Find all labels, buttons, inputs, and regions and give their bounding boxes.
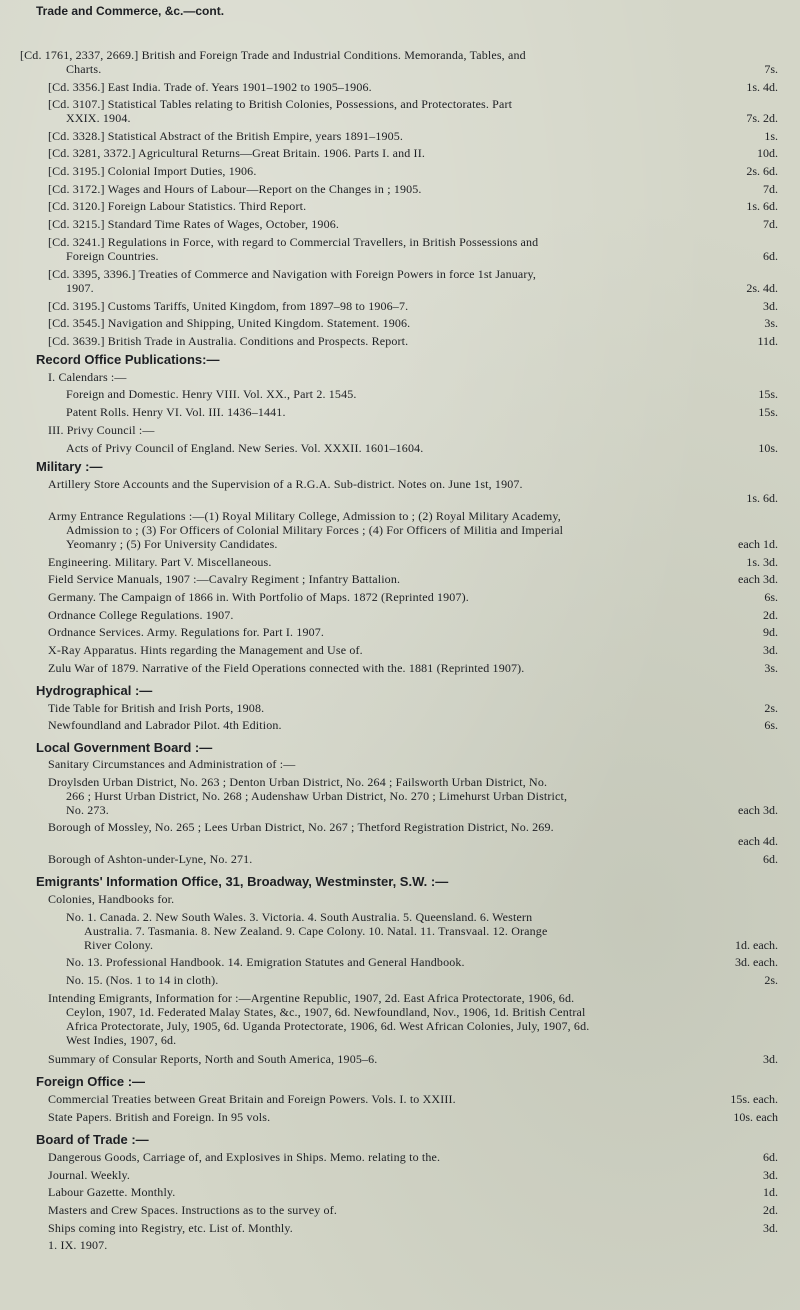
price: 1s. 6d. (746, 491, 778, 505)
catalogue-entry: Ships coming into Registry, etc. List of. Monthly. (48, 1221, 293, 1235)
price: each 4d. (738, 834, 778, 848)
price: 11d. (757, 334, 778, 348)
section-heading: Hydrographical :— (36, 683, 153, 698)
catalogue-entry: [Cd. 3215.] Standard Time Rates of Wages, October, 1906. (48, 217, 340, 231)
price: each 3d. (738, 572, 778, 586)
catalogue-entry: Newfoundland and Labrador Pilot. 4th Edition. (48, 718, 282, 732)
catalogue-entry: Acts of Privy Council of England. New Series. Vol. XXXII. 1601–1604. (66, 441, 424, 455)
catalogue-entry: [Cd. 3328.] Statistical Abstract of the British Empire, years 1891–1905. (48, 129, 404, 143)
price: 1d. each. (735, 938, 778, 952)
catalogue-entry: Summary of Consular Reports, North and South America, 1905–6. (48, 1052, 378, 1066)
catalogue-entry: [Cd. 3281, 3372.] Agricultural Returns—Great Britain. 1906. Parts I. and II. (48, 146, 426, 160)
price: 3s. (764, 316, 778, 330)
catalogue-entry: Ceylon, 1907, 1d. Federated Malay States, &c., 1907, 6d. Newfoundland, Nov., 1906, 1d. British Central (66, 1005, 586, 1019)
catalogue-entry: Tide Table for British and Irish Ports, 1908. (48, 701, 265, 715)
catalogue-entry: Labour Gazette. Monthly. (48, 1185, 176, 1199)
catalogue-entry: X-Ray Apparatus. Hints regarding the Management and Use of. (48, 643, 363, 657)
price: 1s. 6d. (746, 199, 778, 213)
section-heading: Military :— (36, 459, 103, 474)
price: 3d. (763, 643, 778, 657)
price: 10s. (758, 441, 778, 455)
catalogue-entry: [Cd. 3172.] Wages and Hours of Labour—Report on the Changes in ; 1905. (48, 182, 422, 196)
price: 2s. 6d. (746, 164, 778, 178)
running-head: Trade and Commerce, &c.—cont. (36, 4, 225, 18)
catalogue-entry: Foreign Countries. (66, 249, 159, 263)
price: 7d. (763, 182, 778, 196)
price: 3d. (763, 1052, 778, 1066)
catalogue-entry: Engineering. Military. Part V. Miscellaneous. (48, 555, 272, 569)
catalogue-entry: Commercial Treaties between Great Britain and Foreign Powers. Vols. I. to XXIII. (48, 1092, 456, 1106)
catalogue-entry: [Cd. 3195.] Colonial Import Duties, 1906. (48, 164, 257, 178)
catalogue-entry: Australia. 7. Tasmania. 8. New Zealand. 9. Cape Colony. 10. Natal. 11. Transvaal. 12. Orange (84, 924, 548, 938)
catalogue-entry: 1. IX. 1907. (48, 1238, 108, 1252)
price: 2s. (764, 973, 778, 987)
price: 3d. (763, 299, 778, 313)
catalogue-entry: No. 13. Professional Handbook. 14. Emigration Statutes and General Handbook. (66, 955, 465, 969)
catalogue-entry: Army Entrance Regulations :—(1) Royal Military College, Admission to ; (2) Royal Military Academy, (48, 509, 561, 523)
price: 1s. 4d. (746, 80, 778, 94)
catalogue-entry: Dangerous Goods, Carriage of, and Explosives in Ships. Memo. relating to the. (48, 1150, 441, 1164)
catalogue-entry: Germany. The Campaign of 1866 in. With Portfolio of Maps. 1872 (Reprinted 1907). (48, 590, 469, 604)
catalogue-entry: [Cd. 3545.] Navigation and Shipping, United Kingdom. Statement. 1906. (48, 316, 411, 330)
catalogue-entry: Ordnance Services. Army. Regulations for. Part I. 1907. (48, 625, 325, 639)
catalogue-entry: [Cd. 3107.] Statistical Tables relating to British Colonies, Possessions, and Protectorates. Part (48, 97, 513, 111)
catalogue-entry: I. Calendars :— (48, 370, 127, 384)
catalogue-entry: III. Privy Council :— (48, 423, 155, 437)
price: 2d. (763, 608, 778, 622)
price: 3d. (763, 1168, 778, 1182)
catalogue-entry: Africa Protectorate, July, 1905, 6d. Uganda Protectorate, 1906, 6d. West African Colonies, July, 1907, 6d. (66, 1019, 590, 1033)
price: 9d. (763, 625, 778, 639)
price: 1d. (763, 1185, 778, 1199)
catalogue-entry: Borough of Mossley, No. 265 ; Lees Urban District, No. 267 ; Thetford Registration District, No. 269. (48, 820, 554, 834)
price: each 3d. (738, 803, 778, 817)
catalogue-entry: Journal. Weekly. (48, 1168, 131, 1182)
catalogue-entry: Masters and Crew Spaces. Instructions as to the survey of. (48, 1203, 337, 1217)
catalogue-entry: Intending Emigrants, Information for :—Argentine Republic, 1907, 2d. East Africa Protectorate, 1906, 6d. (48, 991, 575, 1005)
price: 15s. (758, 405, 778, 419)
catalogue-entry: No. 1. Canada. 2. New South Wales. 3. Victoria. 4. South Australia. 5. Queensland. 6. Western (66, 910, 533, 924)
catalogue-entry: Field Service Manuals, 1907 :—Cavalry Regiment ; Infantry Battalion. (48, 572, 401, 586)
catalogue-entry: [Cd. 1761, 2337, 2669.] British and Foreign Trade and Industrial Conditions. Memoranda, Tables, and (20, 48, 526, 62)
price: 6s. (764, 718, 778, 732)
catalogue-entry: No. 273. (66, 803, 109, 817)
price: 7s. (764, 62, 778, 76)
price: 2s. 4d. (746, 281, 778, 295)
price: 15s. (758, 387, 778, 401)
catalogue-entry: [Cd. 3356.] East India. Trade of. Years 1901–1902 to 1905–1906. (48, 80, 372, 94)
price: each 1d. (738, 537, 778, 551)
price: 3d. each. (735, 955, 778, 969)
section-heading: Foreign Office :— (36, 1074, 146, 1089)
price: 1s. 3d. (746, 555, 778, 569)
catalogue-entry: Zulu War of 1879. Narrative of the Field Operations connected with the. 1881 (Reprinted 1907). (48, 661, 525, 675)
price: 6d. (763, 249, 778, 263)
catalogue-entry: Borough of Ashton-under-Lyne, No. 271. (48, 852, 253, 866)
section-heading: Emigrants' Information Office, 31, Broadway, Westminster, S.W. :— (36, 874, 449, 889)
catalogue-entry: State Papers. British and Foreign. In 95 vols. (48, 1110, 271, 1124)
catalogue-entry: West Indies, 1907, 6d. (66, 1033, 177, 1047)
price: 7s. 2d. (746, 111, 778, 125)
section-heading: Local Government Board :— (36, 740, 213, 755)
catalogue-entry: 1907. (66, 281, 94, 295)
price: 6s. (764, 590, 778, 604)
price: 10d. (757, 146, 778, 160)
catalogue-entry: Droylsden Urban District, No. 263 ; Denton Urban District, No. 264 ; Failsworth Urban District, No. (48, 775, 548, 789)
price: 15s. each. (730, 1092, 778, 1106)
catalogue-entry: [Cd. 3395, 3396.] Treaties of Commerce and Navigation with Foreign Powers in force 1st January, (48, 267, 537, 281)
price: 10s. each (733, 1110, 778, 1124)
catalogue-entry: Patent Rolls. Henry VI. Vol. III. 1436–1441. (66, 405, 286, 419)
price: 3d. (763, 1221, 778, 1235)
price: 6d. (763, 1150, 778, 1164)
catalogue-entry: River Colony. (84, 938, 154, 952)
catalogue-entry: [Cd. 3241.] Regulations in Force, with regard to Commercial Travellers, in British Possessions and (48, 235, 539, 249)
catalogue-entry: [Cd. 3639.] British Trade in Australia. Conditions and Prospects. Report. (48, 334, 409, 348)
section-heading: Record Office Publications:— (36, 352, 220, 367)
catalogue-entry: No. 15. (Nos. 1 to 14 in cloth). (66, 973, 219, 987)
catalogue-entry: 266 ; Hurst Urban District, No. 268 ; Audenshaw Urban District, No. 270 ; Limehurst Urban District, (66, 789, 568, 803)
catalogue-entry: Yeomanry ; (5) For University Candidates. (66, 537, 278, 551)
price: 2s. (764, 701, 778, 715)
catalogue-entry: Admission to ; (3) For Officers of Colonial Military Forces ; (4) For Officers of Militia and Imperial (66, 523, 564, 537)
price: 1s. (764, 129, 778, 143)
catalogue-entry: Sanitary Circumstances and Administration of :— (48, 757, 296, 771)
section-heading: Board of Trade :— (36, 1132, 149, 1147)
catalogue-entry: [Cd. 3120.] Foreign Labour Statistics. Third Report. (48, 199, 307, 213)
price: 6d. (763, 852, 778, 866)
price: 7d. (763, 217, 778, 231)
catalogue-entry: XXIX. 1904. (66, 111, 131, 125)
catalogue-entry: [Cd. 3195.] Customs Tariffs, United Kingdom, from 1897–98 to 1906–7. (48, 299, 409, 313)
catalogue-entry: Artillery Store Accounts and the Supervision of a R.G.A. Sub-district. Notes on. June 1st, 1907. (48, 477, 523, 491)
catalogue-entry: Foreign and Domestic. Henry VIII. Vol. XX., Part 2. 1545. (66, 387, 357, 401)
catalogue-entry: Charts. (66, 62, 102, 76)
catalogue-entry: Colonies, Handbooks for. (48, 892, 175, 906)
catalogue-entry: Ordnance College Regulations. 1907. (48, 608, 234, 622)
price: 3s. (764, 661, 778, 675)
price: 2d. (763, 1203, 778, 1217)
